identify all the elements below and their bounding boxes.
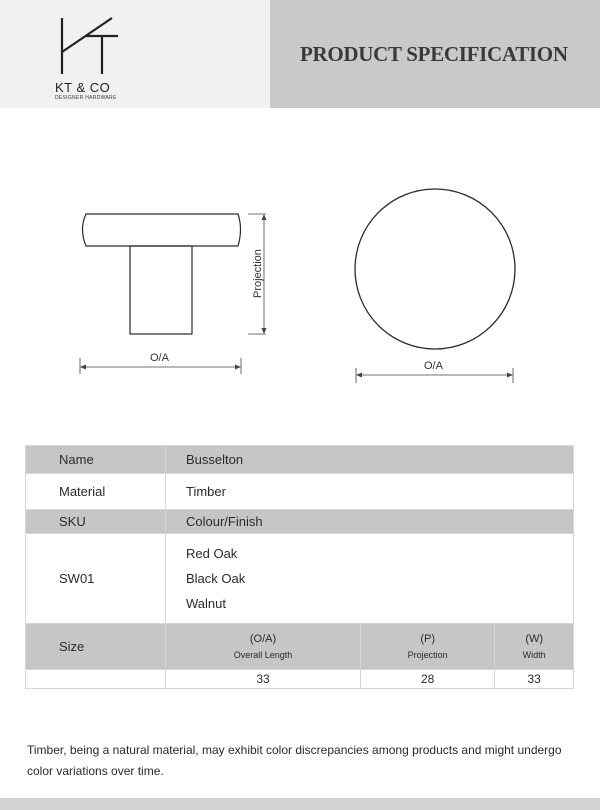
size-desc: Width bbox=[522, 649, 546, 660]
size-empty-cell bbox=[26, 670, 166, 689]
table-row bbox=[26, 624, 574, 670]
material-value: Timber bbox=[166, 474, 574, 510]
size-header-width bbox=[495, 624, 574, 670]
finish-label: Colour/Finish bbox=[166, 510, 574, 534]
finish-list bbox=[166, 534, 574, 624]
material-note: Timber, being a natural material, may exhibit color discrepancies among products and might undergo color variations over time. bbox=[27, 743, 562, 778]
header-logo-panel bbox=[0, 0, 270, 108]
size-code: (O/A) bbox=[249, 632, 277, 645]
size-desc: Overall Length bbox=[233, 649, 293, 660]
size-value-oa: 33 bbox=[166, 670, 361, 689]
footer-bar bbox=[0, 798, 600, 810]
top-oa-label: O/A bbox=[424, 360, 443, 372]
size-value-width: 33 bbox=[495, 670, 574, 689]
size-code: (P) bbox=[420, 632, 435, 645]
name-value: Busselton bbox=[166, 446, 574, 474]
finish-item: Black Oak bbox=[186, 571, 246, 586]
table-row bbox=[26, 474, 574, 510]
table-row bbox=[26, 446, 574, 474]
name-label: Name bbox=[26, 446, 166, 474]
kt-logo-icon bbox=[56, 14, 120, 76]
size-header-oa bbox=[166, 624, 361, 670]
size-label: Size bbox=[26, 624, 166, 670]
size-value-projection: 28 bbox=[360, 670, 494, 689]
spec-table bbox=[25, 445, 574, 689]
table-row bbox=[26, 670, 574, 689]
size-header-projection bbox=[360, 624, 494, 670]
side-view-drawing bbox=[80, 214, 267, 374]
size-code: (W) bbox=[525, 632, 544, 645]
brand-tagline: DESIGNER HARDWARE bbox=[55, 95, 117, 101]
material-label: Material bbox=[26, 474, 166, 510]
top-view-drawing bbox=[355, 189, 515, 383]
finish-item: Red Oak bbox=[186, 546, 238, 561]
brand-name: KT & CO bbox=[55, 80, 111, 95]
table-row bbox=[26, 534, 574, 624]
size-desc: Projection bbox=[407, 649, 448, 660]
finish-item: Walnut bbox=[186, 596, 226, 611]
sku-code: SW01 bbox=[26, 534, 166, 624]
sku-label: SKU bbox=[26, 510, 166, 534]
side-oa-label: O/A bbox=[150, 352, 169, 364]
technical-drawings bbox=[0, 110, 600, 430]
table-row bbox=[26, 510, 574, 534]
page-title: PRODUCT SPECIFICATION bbox=[300, 42, 568, 66]
projection-label: Projection bbox=[252, 249, 264, 298]
